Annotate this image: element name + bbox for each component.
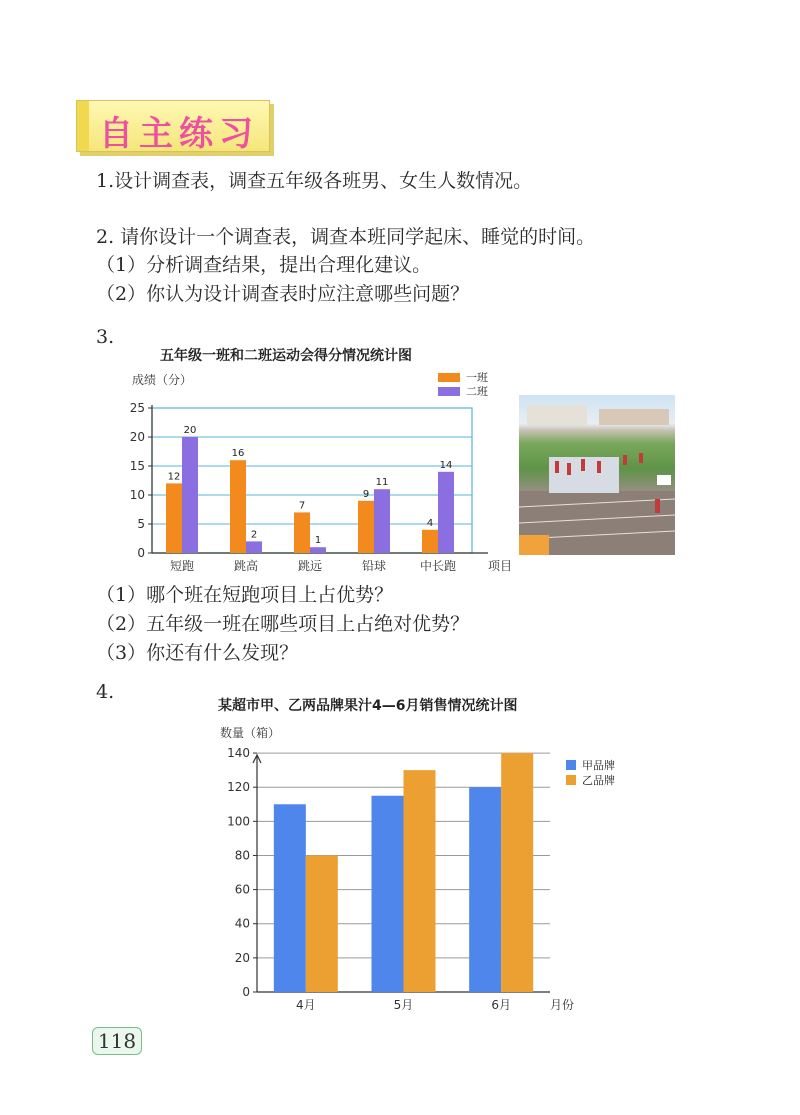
y-tick-label: 40 bbox=[234, 916, 250, 931]
bar-series-1 bbox=[230, 460, 246, 553]
legend-swatch bbox=[566, 775, 576, 785]
y-axis-label: 数量（箱） bbox=[220, 726, 281, 740]
sports-score-chart bbox=[120, 365, 520, 580]
data-label: 1 bbox=[314, 535, 322, 547]
data-label: 2 bbox=[250, 529, 258, 541]
legend-swatch bbox=[566, 760, 576, 770]
question-2-sub-2: （2）你认为设计调查表时应注意哪些问题？ bbox=[96, 283, 470, 305]
legend-label: 甲品牌 bbox=[582, 759, 615, 772]
y-tick-label: 20 bbox=[234, 950, 250, 965]
bar-series-2 bbox=[310, 547, 326, 553]
chart-1-title: 五年级一班和二班运动会得分情况统计图 bbox=[160, 348, 412, 364]
bar-series-2 bbox=[182, 437, 198, 553]
bar-series-2 bbox=[374, 489, 390, 553]
bar-series-1 bbox=[372, 796, 404, 992]
bar-series-1 bbox=[422, 530, 438, 553]
bar-series-2 bbox=[246, 541, 262, 553]
data-label: 14 bbox=[439, 459, 453, 471]
question-2-sub-1: （1）分析调查结果，提出合理化建议。 bbox=[96, 254, 432, 276]
x-tick-label: 中长跑 bbox=[419, 559, 457, 573]
question-3-sub-2: （2）五年级一班在哪些项目上占绝对优势？ bbox=[96, 613, 470, 635]
bar-series-2 bbox=[501, 753, 533, 992]
data-label: 4 bbox=[426, 517, 434, 529]
question-2: 2. 请你设计一个调查表，调查本班同学起床、睡觉的时间。 bbox=[96, 226, 596, 248]
juice-sales-chart bbox=[200, 715, 620, 1020]
data-label: 11 bbox=[375, 477, 389, 489]
bar-series-2 bbox=[404, 770, 436, 992]
x-tick-label: 跳远 bbox=[297, 559, 323, 573]
bar-series-1 bbox=[274, 804, 306, 992]
bar-series-1 bbox=[294, 512, 310, 553]
sports-meet-photo bbox=[519, 395, 675, 555]
x-tick-label: 短跑 bbox=[169, 559, 195, 573]
x-tick-label: 6月 bbox=[491, 998, 511, 1012]
photo-illustration bbox=[519, 395, 675, 555]
legend-label: 二班 bbox=[466, 385, 488, 398]
question-4-number: 4. bbox=[96, 681, 115, 703]
bar-series-2 bbox=[438, 472, 454, 553]
x-tick-label: 铅球 bbox=[361, 559, 387, 573]
y-tick-label: 0 bbox=[137, 546, 145, 560]
y-tick-label: 0 bbox=[242, 985, 250, 999]
data-label: 12 bbox=[167, 471, 181, 483]
data-label: 16 bbox=[231, 448, 245, 460]
x-axis-label: 项目 bbox=[488, 559, 513, 573]
y-tick-label: 15 bbox=[129, 459, 145, 473]
x-axis-label: 月份 bbox=[550, 998, 575, 1012]
y-tick-label: 20 bbox=[129, 430, 145, 444]
question-3-sub-3: （3）你还有什么发现？ bbox=[96, 642, 299, 664]
legend-label: 一班 bbox=[466, 371, 488, 384]
legend-label: 乙品牌 bbox=[582, 774, 615, 787]
legend-swatch bbox=[438, 373, 460, 382]
bar-series-1 bbox=[358, 501, 374, 553]
bar-series-2 bbox=[306, 855, 338, 992]
y-tick-label: 140 bbox=[227, 746, 250, 761]
x-tick-label: 跳高 bbox=[233, 559, 259, 573]
legend-swatch bbox=[438, 387, 460, 396]
y-tick-label: 100 bbox=[227, 814, 250, 829]
bar-series-1 bbox=[166, 483, 182, 553]
bar-series-1 bbox=[469, 787, 501, 992]
y-tick-label: 120 bbox=[227, 780, 250, 795]
y-tick-label: 25 bbox=[129, 401, 145, 415]
y-tick-label: 60 bbox=[234, 882, 250, 897]
chart-2-title: 某超市甲、乙两品牌果汁4—6月销售情况统计图 bbox=[218, 698, 518, 714]
data-label: 20 bbox=[183, 425, 197, 436]
question-3-sub-1: （1）哪个班在短跑项目上占优势？ bbox=[96, 584, 394, 606]
data-label: 7 bbox=[298, 500, 306, 512]
section-heading bbox=[76, 100, 270, 152]
page-number: 118 bbox=[92, 1027, 142, 1055]
y-tick-label: 10 bbox=[129, 488, 145, 502]
y-tick-label: 80 bbox=[234, 848, 250, 863]
heading-accent-bar bbox=[77, 101, 89, 151]
x-tick-label: 5月 bbox=[393, 998, 414, 1012]
section-title: 自主练习 bbox=[99, 114, 259, 154]
data-label: 9 bbox=[362, 488, 370, 500]
question-3-number: 3. bbox=[96, 326, 115, 348]
y-tick-label: 5 bbox=[137, 517, 145, 531]
x-tick-label: 4月 bbox=[296, 998, 316, 1012]
y-axis-label: 成绩（分） bbox=[132, 373, 193, 387]
question-1: 1.设计调查表，调查五年级各班男、女生人数情况。 bbox=[96, 170, 533, 192]
